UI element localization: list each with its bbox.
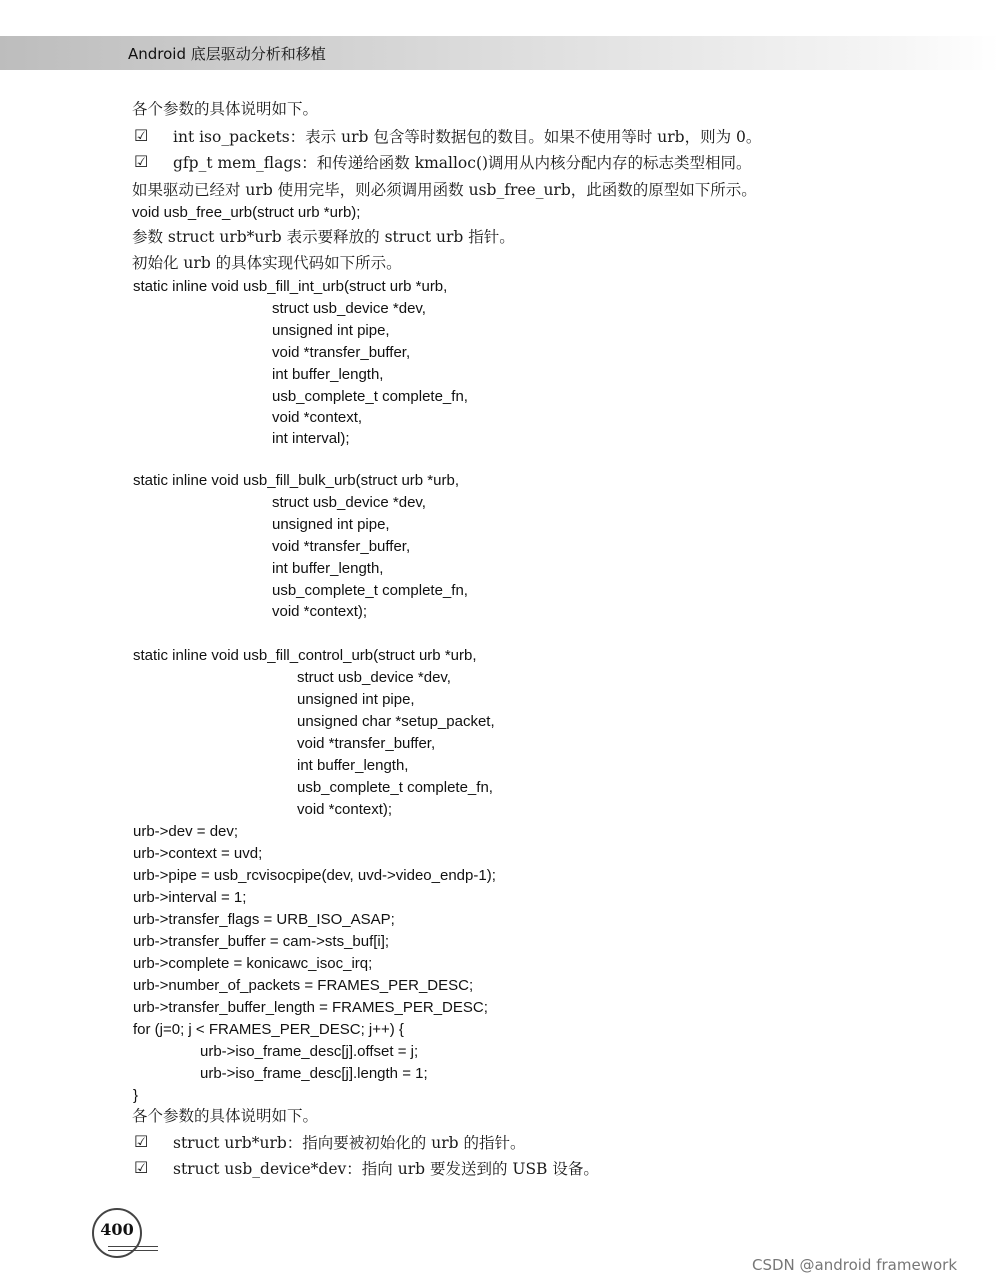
code-line: usb_complete_t complete_fn,	[297, 779, 493, 796]
code-line: usb_complete_t complete_fn,	[272, 582, 468, 599]
checkbox-icon: ☑	[134, 126, 149, 145]
code-line: void *context);	[297, 801, 393, 818]
code-line: static inline void usb_fill_control_urb(struct urb *urb,	[133, 647, 477, 664]
code-line: int buffer_length,	[272, 560, 384, 577]
code-line: urb->number_of_packets = FRAMES_PER_DESC;	[133, 977, 474, 994]
code-line: int buffer_length,	[272, 366, 384, 383]
code-line: }	[133, 1087, 139, 1104]
code-line: int interval);	[272, 430, 350, 447]
code-line: urb->transfer_buffer = cam->sts_buf[i];	[133, 933, 390, 950]
code-line: struct usb_device *dev,	[272, 494, 426, 511]
code-line: int buffer_length,	[297, 757, 409, 774]
code-line: unsigned int pipe,	[297, 691, 415, 708]
code-line: void *transfer_buffer,	[272, 344, 411, 361]
code-line: static inline void usb_fill_bulk_urb(struct urb *urb,	[133, 472, 459, 489]
free-urb-prototype: void usb_free_urb(struct urb *urb);	[132, 204, 361, 221]
param-mem-flags: gfp_t mem_flags：和传递给函数 kmalloc()调用从内核分配内存的标志类型相同。	[173, 154, 752, 172]
code-line: void *context);	[272, 603, 368, 620]
watermark: CSDN @android framework	[752, 1256, 958, 1274]
code-line: urb->context = uvd;	[133, 845, 263, 862]
code-line: usb_complete_t complete_fn,	[272, 388, 468, 405]
code-line: void *context,	[272, 409, 363, 426]
param-dev: struct usb_device*dev：指向 urb 要发送到的 USB 设备。	[173, 1160, 599, 1178]
code-line: void *transfer_buffer,	[272, 538, 411, 555]
code-line: for (j=0; j < FRAMES_PER_DESC; j++) {	[133, 1021, 404, 1038]
param-urb: struct urb*urb：指向要被初始化的 urb 的指针。	[173, 1134, 526, 1152]
params-intro: 各个参数的具体说明如下。	[132, 100, 319, 118]
code-line: urb->dev = dev;	[133, 823, 239, 840]
code-line: unsigned int pipe,	[272, 322, 390, 339]
running-header-title: Android 底层驱动分析和移植	[128, 45, 326, 63]
page-rule	[108, 1246, 158, 1247]
code-line: urb->iso_frame_desc[j].length = 1;	[200, 1065, 428, 1082]
checkbox-icon: ☑	[134, 1158, 149, 1177]
init-urb-intro: 初始化 urb 的具体实现代码如下所示。	[132, 254, 402, 272]
code-line: unsigned int pipe,	[272, 516, 390, 533]
page-number: 400	[100, 1220, 134, 1239]
free-urb-param: 参数 struct urb*urb 表示要释放的 struct urb 指针。	[132, 228, 515, 246]
free-urb-intro: 如果驱动已经对 urb 使用完毕，则必须调用函数 usb_free_urb，此函数的原型如下所示。	[132, 181, 757, 199]
code-line: urb->iso_frame_desc[j].offset = j;	[200, 1043, 419, 1060]
code-line: urb->transfer_flags = URB_ISO_ASAP;	[133, 911, 395, 928]
code-line: static inline void usb_fill_int_urb(struct urb *urb,	[133, 278, 448, 295]
code-line: struct usb_device *dev,	[272, 300, 426, 317]
code-line: urb->complete = konicawc_isoc_irq;	[133, 955, 373, 972]
param-iso-packets: int iso_packets：表示 urb 包含等时数据包的数目。如果不使用等时 urb，则为 0。	[173, 128, 762, 146]
code-line: unsigned char *setup_packet,	[297, 713, 495, 730]
checkbox-icon: ☑	[134, 152, 149, 171]
code-line: void *transfer_buffer,	[297, 735, 436, 752]
checkbox-icon: ☑	[134, 1132, 149, 1151]
code-line: urb->interval = 1;	[133, 889, 247, 906]
code-line: urb->pipe = usb_rcvisocpipe(dev, uvd->video_endp-1);	[133, 867, 496, 884]
page-rule	[108, 1250, 158, 1251]
code-line: urb->transfer_buffer_length = FRAMES_PER_DESC;	[133, 999, 488, 1016]
code-line: struct usb_device *dev,	[297, 669, 451, 686]
params-intro-2: 各个参数的具体说明如下。	[132, 1107, 319, 1125]
